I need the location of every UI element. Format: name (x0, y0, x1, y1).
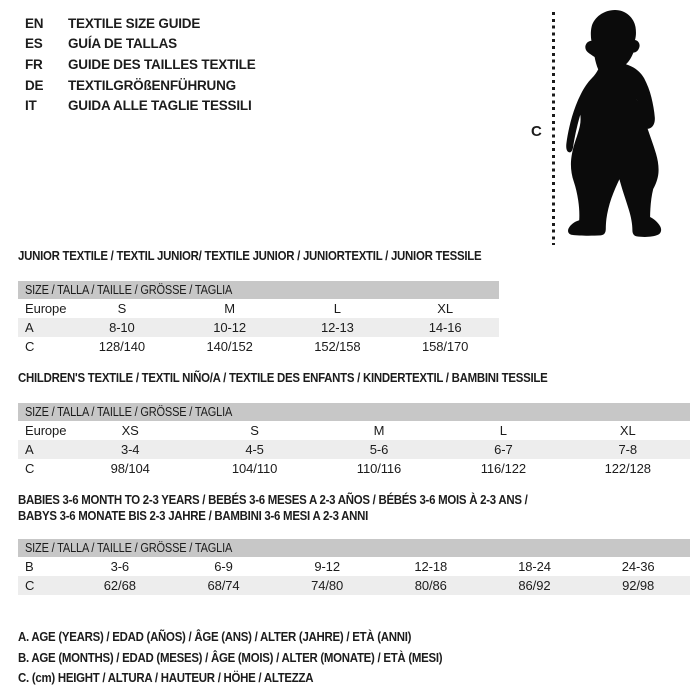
table-row (18, 557, 690, 576)
size-cell: 14-16 (428, 320, 462, 335)
row-label: B (25, 559, 34, 574)
size-cell: 9-12 (314, 559, 340, 574)
language-code: FR (25, 56, 43, 72)
legend-line (18, 627, 500, 648)
size-table (18, 299, 499, 356)
size-cell: 128/140 (98, 339, 146, 354)
size-cell: 68/74 (207, 578, 240, 593)
size-cell: 110/116 (356, 461, 402, 476)
language-row (25, 54, 256, 75)
language-title: GUÍA DE TALLAS (68, 36, 177, 52)
table-size-header (18, 403, 690, 421)
size-cell: 6-7 (494, 442, 513, 457)
row-label: A (25, 320, 34, 335)
language-title: TEXTILE SIZE GUIDE (68, 15, 201, 31)
table-title-line (18, 370, 690, 386)
table-title-text: JUNIOR TEXTILE / TEXTIL JUNIOR/ TEXTILE JUNIOR / JUNIORTEXTIL / JUNIOR TESSILE (18, 248, 482, 263)
size-cell: 74/80 (311, 578, 344, 593)
children-textile-table-section (18, 370, 690, 478)
size-cell: 7-8 (618, 442, 638, 457)
size-cell: M (373, 423, 385, 438)
size-cell: XS (121, 423, 139, 438)
size-table (18, 421, 690, 478)
table-title-line (18, 248, 499, 264)
language-title: GUIDE DES TAILLES TEXTILE (68, 56, 256, 72)
table-size-header-text: SIZE / TALLA / TAILLE / GRÖSSE / TAGLIA (25, 283, 233, 297)
junior-textile-table-section (18, 248, 499, 356)
legend (18, 627, 500, 689)
row-label: Europe (25, 301, 67, 316)
size-cell: 158/170 (421, 339, 469, 354)
size-cell: 86/92 (518, 578, 551, 593)
size-cell: 5-6 (369, 442, 389, 457)
table-title-text: BABYS 3-6 MONATE BIS 2-3 JAHRE / BAMBINI 3-6 MESI A 2-3 ANNI (18, 508, 369, 523)
language-code: IT (25, 98, 37, 114)
row-label: Europe (25, 423, 67, 438)
table-title (18, 370, 690, 386)
table-row (18, 318, 499, 337)
language-row (25, 13, 256, 34)
size-cell: 122/128 (604, 461, 651, 476)
language-code: ES (25, 36, 43, 52)
babies-textile-table-section (18, 492, 690, 595)
table-title (18, 492, 690, 524)
size-cell: 98/104 (110, 461, 150, 476)
language-code: EN (25, 15, 44, 31)
size-cell: 12-13 (321, 320, 354, 335)
language-row (25, 95, 256, 116)
height-measure-dashed-line (552, 12, 555, 245)
legend-line-text: C. (cm) HEIGHT / ALTURA / HAUTEUR / HÖHE / ALTEZZA (18, 670, 314, 685)
size-cell: XL (437, 301, 453, 316)
size-cell: 92/98 (622, 578, 655, 593)
size-cell: L (499, 423, 507, 438)
table-row (18, 459, 690, 478)
table-size-header-text: SIZE / TALLA / TAILLE / GRÖSSE / TAGLIA (25, 405, 233, 419)
size-cell: 116/122 (480, 461, 527, 476)
size-cell: M (224, 301, 235, 316)
row-label: C (25, 461, 35, 476)
height-measure-label: C (531, 123, 542, 140)
language-code: DE (25, 77, 44, 93)
legend-line-text: A. AGE (YEARS) / EDAD (AÑOS) / ÂGE (ANS) / ALTER (JAHRE) / ETÀ (ANNI) (18, 629, 412, 644)
size-cell: 3-6 (110, 559, 130, 574)
size-cell: L (333, 301, 341, 316)
legend-line-text: B. AGE (MONTHS) / EDAD (MESES) / ÂGE (MOIS) / ALTER (MONATE) / ETÀ (MESI) (18, 649, 443, 665)
table-size-header (18, 281, 499, 299)
table-row (18, 299, 499, 318)
size-cell: 6-9 (214, 559, 233, 574)
language-row (25, 34, 256, 55)
size-cell: 8-10 (109, 320, 135, 335)
table-title-line (18, 508, 690, 524)
size-cell: 140/152 (206, 339, 253, 354)
size-cell: 62/68 (103, 578, 136, 593)
language-row (25, 75, 256, 96)
table-size-header (18, 539, 690, 557)
row-label: A (25, 442, 34, 457)
table-size-header-text: SIZE / TALLA / TAILLE / GRÖSSE / TAGLIA (25, 541, 233, 555)
row-label: C (25, 339, 35, 354)
table-row (18, 576, 690, 595)
size-cell: 10-12 (213, 320, 246, 335)
language-title: TEXTILGRÖßENFÜHRUNG (68, 77, 236, 93)
table-title-line (18, 492, 690, 508)
size-cell: 12-18 (414, 559, 448, 574)
size-cell: 4-5 (245, 442, 264, 457)
table-title (18, 248, 499, 264)
legend-line (18, 648, 500, 669)
legend-line (18, 668, 500, 689)
toddler-silhouette-icon (563, 8, 665, 240)
language-title: GUIDA ALLE TAGLIE TESSILI (68, 98, 252, 114)
size-cell: 80/86 (414, 578, 447, 593)
size-table (18, 557, 690, 595)
row-label: C (25, 578, 35, 593)
size-cell: 104/110 (231, 461, 278, 476)
table-title-text: CHILDREN'S TEXTILE / TEXTIL NIÑO/A / TEXTILE DES ENFANTS / KINDERTEXTIL / BAMBINI TESSILE (18, 370, 548, 385)
size-cell: 24-36 (621, 559, 655, 574)
size-cell: S (250, 423, 259, 438)
size-cell: 152/158 (314, 339, 361, 354)
language-title-list (25, 13, 256, 116)
size-cell: S (117, 301, 127, 316)
size-cell: 3-4 (120, 442, 140, 457)
table-title-text: BABIES 3-6 MONTH TO 2-3 YEARS / BEBÉS 3-6 MESES A 2-3 AÑOS / BÉBÉS 3-6 MOIS À 2-3 ANS / (18, 492, 528, 507)
table-row (18, 421, 690, 440)
table-row (18, 440, 690, 459)
size-cell: XL (619, 423, 636, 438)
table-row (18, 337, 499, 356)
size-cell: 18-24 (518, 559, 551, 574)
